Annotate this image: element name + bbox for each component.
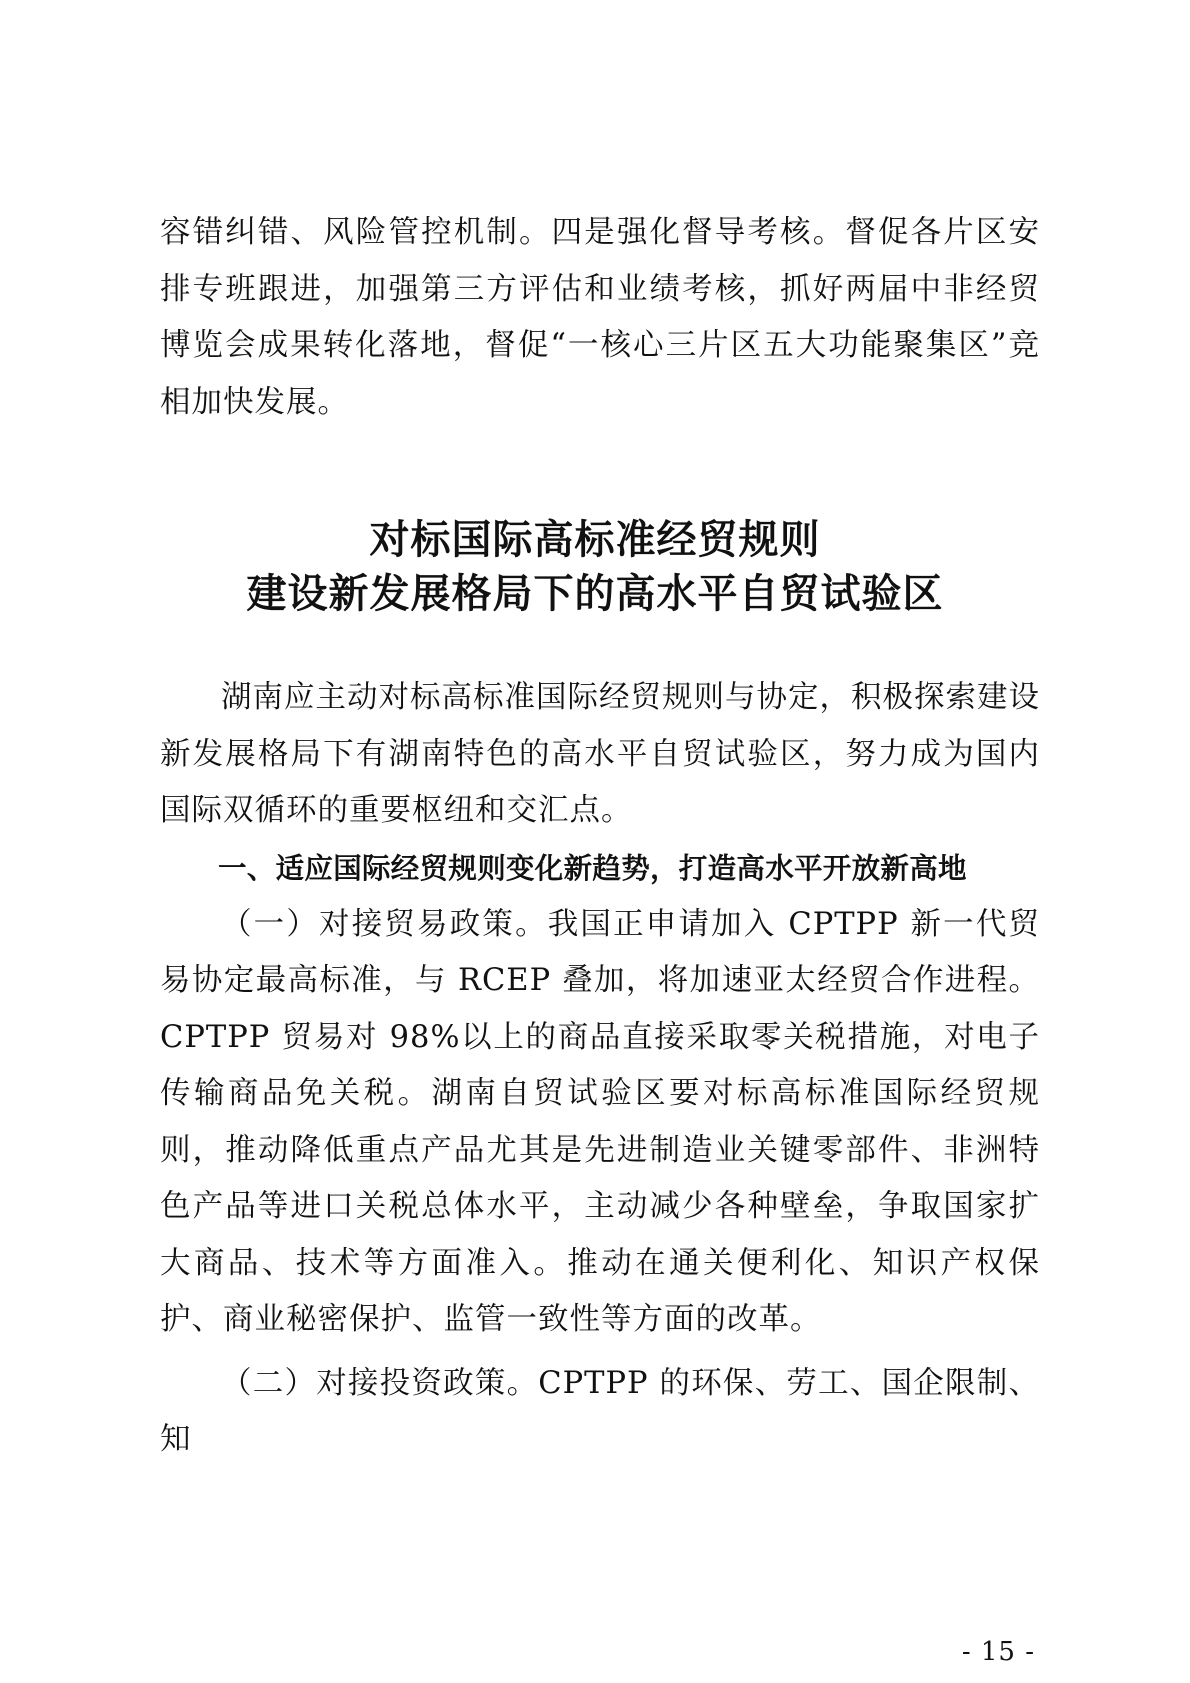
page-number: - 15 - [961, 1637, 1035, 1667]
continuation-paragraph: 容错纠错、风险管控机制。四是强化督导考核。督促各片区安排专班跟进，加强第三方评估和业绩考核，抓好两届中非经贸博览会成果转化落地，督促“一核心三片区五大功能聚集区”竞相加快发展。 [160, 215, 1040, 420]
intro-paragraph: 湖南应主动对标高标准国际经贸规则与协定，积极探索建设新发展格局下有湖南特色的高水平自贸试验区，努力成为国内国际双循环的重要枢纽和交汇点。 [160, 680, 1040, 828]
article-title-line-2: 建设新发展格局下的高水平自贸试验区 [246, 571, 944, 617]
article-body [160, 670, 1040, 1469]
article-title-line-1: 对标国际高标准经贸规则 [369, 517, 821, 563]
subsection-2-paragraph: （二）对接投资政策。CPTPP 的环保、劳工、国企限制、知 [160, 1365, 1040, 1457]
section-heading: 一、适应国际经贸规则变化新趋势，打造高水平开放新高地 [218, 851, 967, 885]
subsection-1-paragraph: （一）对接贸易政策。我国正申请加入 CPTPP 新一代贸易协定最高标准，与 RCEP 叠加，将加速亚太经贸合作进程。CPTPP 贸易对 98%以上的商品直接采取零关税措施，对电子传输商品免关税。湖南自贸试验区要对标高标准国际经贸规则，推动降低重点产品尤其是先进制造业关键零部件、非洲特色产品等进口关税总体水平，主动减少各种壁垒，争取国家扩大商品、技术等方面准入。推动在通关便利化、知识产权保护、商业秘密保护、监管一致性等方面的改革。 [160, 906, 1040, 1337]
continuation-block [160, 205, 1040, 431]
